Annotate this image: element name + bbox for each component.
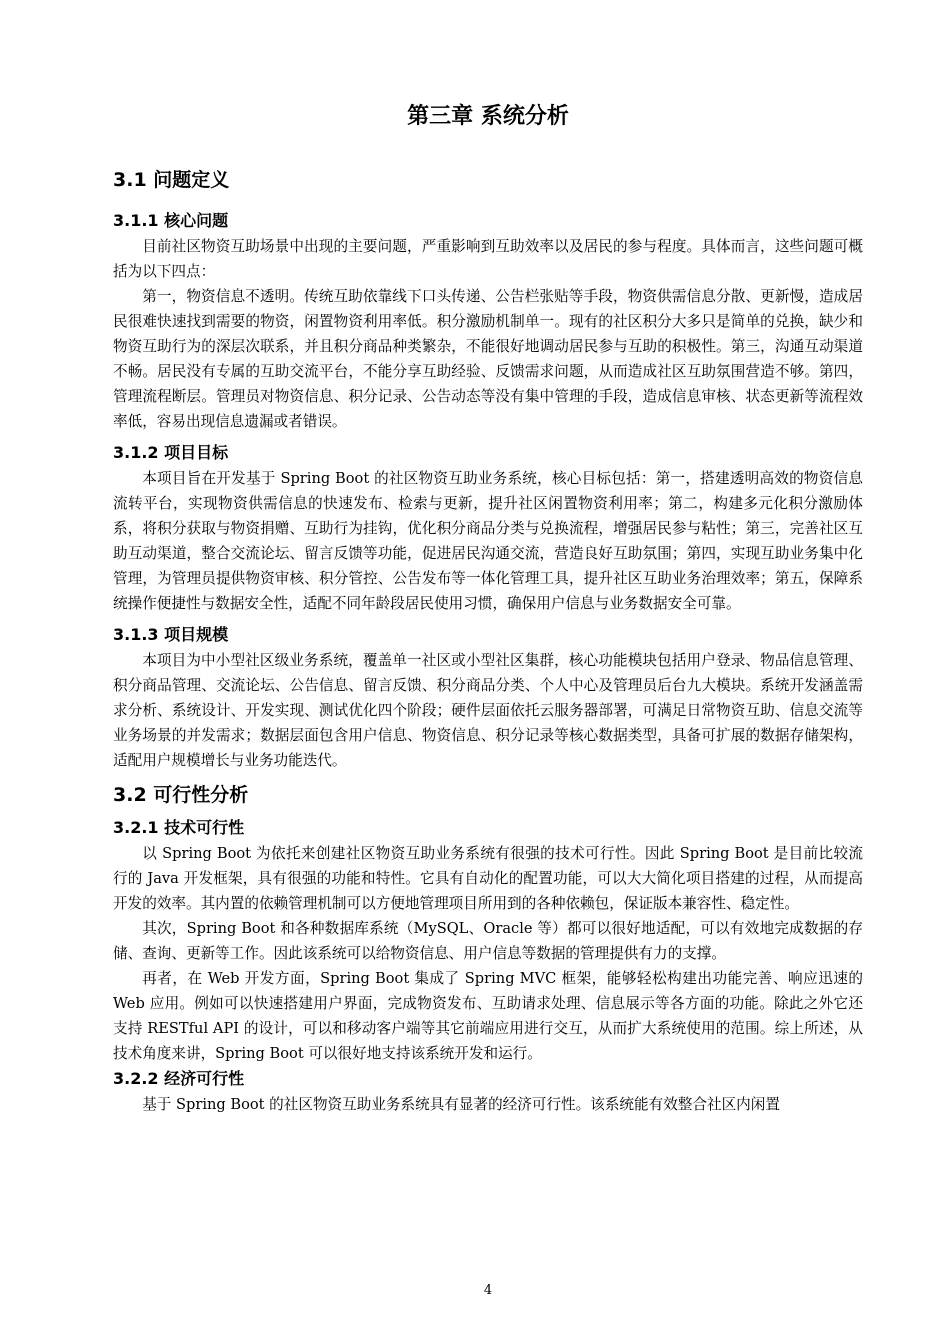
paragraph: 第一，物资信息不透明。传统互助依靠线下口头传递、公告栏张贴等手段，物资供需信息分散、更新慢，造成居民很难快速找到需要的物资，闲置物资利用率低。积分激励机制单一。现有的社区积分大多只是简单的兑换，缺少和物资互助行为的深层次联系，并且积分商品种类繁杂，不能很好地调动居民参与互助的积极性。第三，沟通互动渠道不畅。居民没有专属的互助交流平台，不能分享互助经验、反馈需求问题，从而造成社区互助氛围营造不够。第四，管理流程断层。管理员对物资信息、积分记录、公告动态等没有集中管理的手段，造成信息审核、状态更新等流程效率低，容易出现信息遗漏或者错误。 <box>113 288 863 430</box>
subsection-heading-3-2-1: 3.2.1 技术可行性 <box>113 818 245 837</box>
subsection-heading-3-1-3: 3.1.3 项目规模 <box>113 625 229 644</box>
subsection-heading-3-1-1: 3.1.1 核心问题 <box>113 211 229 230</box>
paragraph: 本项目旨在开发基于 Spring Boot 的社区物资互助业务系统，核心目标包括：第一，搭建透明高效的物资信息流转平台，实现物资供需信息的快速发布、检索与更新，提升社区闲置物资利用率；第二，构建多元化积分激励体系，将积分获取与物资捐赠、互助行为挂钩，优化积分商品分类与兑换流程，增强居民参与粘性；第三，完善社区互助互动渠道，整合交流论坛、留言反馈等功能，促进居民沟通交流，营造良好互助氛围；第四，实现互助业务集中化管理，为管理员提供物资审核、积分管控、公告发布等一体化管理工具，提升社区互助业务治理效率；第五，保障系统操作便捷性与数据安全性，适配不同年龄段居民使用习惯，确保用户信息与业务数据安全可靠。 <box>113 470 863 612</box>
paragraph: 以 Spring Boot 为依托来创建社区物资互助业务系统有很强的技术可行性。因此 Spring Boot 是目前比较流行的 Java 开发框架，具有很强的功能和特性。它具有自动化的配置功能，可以大大简化项目搭建的过程，从而提高开发的效率。其内置的依赖管理机制可以方便地管理项目所用到的各种依赖包，保证版本兼容性、稳定性。 <box>113 845 863 912</box>
document-body <box>113 164 863 1117</box>
chapter-title: 第三章 系统分析 <box>407 104 569 129</box>
page-number: 4 <box>483 1283 493 1298</box>
section-heading-3-1: 3.1 问题定义 <box>113 169 230 191</box>
paragraph: 目前社区物资互助场景中出现的主要问题，严重影响到互助效率以及居民的参与程度。具体而言，这些问题可概括为以下四点： <box>113 238 863 280</box>
paragraph: 其次，Spring Boot 和各种数据库系统（MySQL、Oracle 等）都可以很好地适配，可以有效地完成数据的存储、查询、更新等工作。因此该系统可以给物资信息、用户信息等数据的管理提供有力的支撑。 <box>113 920 863 962</box>
subsection-heading-3-2-2: 3.2.2 经济可行性 <box>113 1069 245 1088</box>
section-heading-3-2: 3.2 可行性分析 <box>113 784 249 806</box>
paragraph: 本项目为中小型社区级业务系统，覆盖单一社区或小型社区集群，核心功能模块包括用户登录、物品信息管理、积分商品管理、交流论坛、公告信息、留言反馈、积分商品分类、个人中心及管理员后台九大模块。系统开发涵盖需求分析、系统设计、开发实现、测试优化四个阶段；硬件层面依托云服务器部署，可满足日常物资互助、信息交流等业务场景的并发需求；数据层面包含用户信息、物资信息、积分记录等核心数据类型，具备可扩展的数据存储架构，适配用户规模增长与业务功能迭代。 <box>113 652 863 769</box>
document-page <box>113 0 863 1344</box>
paragraph: 基于 Spring Boot 的社区物资互助业务系统具有显著的经济可行性。该系统能有效整合社区内闲置 <box>142 1096 780 1113</box>
subsection-heading-3-1-2: 3.1.2 项目目标 <box>113 443 229 462</box>
paragraph: 再者，在 Web 开发方面，Spring Boot 集成了 Spring MVC 框架，能够轻松构建出功能完善、响应迅速的 Web 应用。例如可以快速搭建用户界面，完成物资发布、互助请求处理、信息展示等各方面的功能。除此之外它还支持 RESTful API 的设计，可以和移动客户端等其它前端应用进行交互，从而扩大系统使用的范围。综上所述，从技术角度来讲，Spring Boot 可以很好地支持该系统开发和运行。 <box>113 970 863 1062</box>
